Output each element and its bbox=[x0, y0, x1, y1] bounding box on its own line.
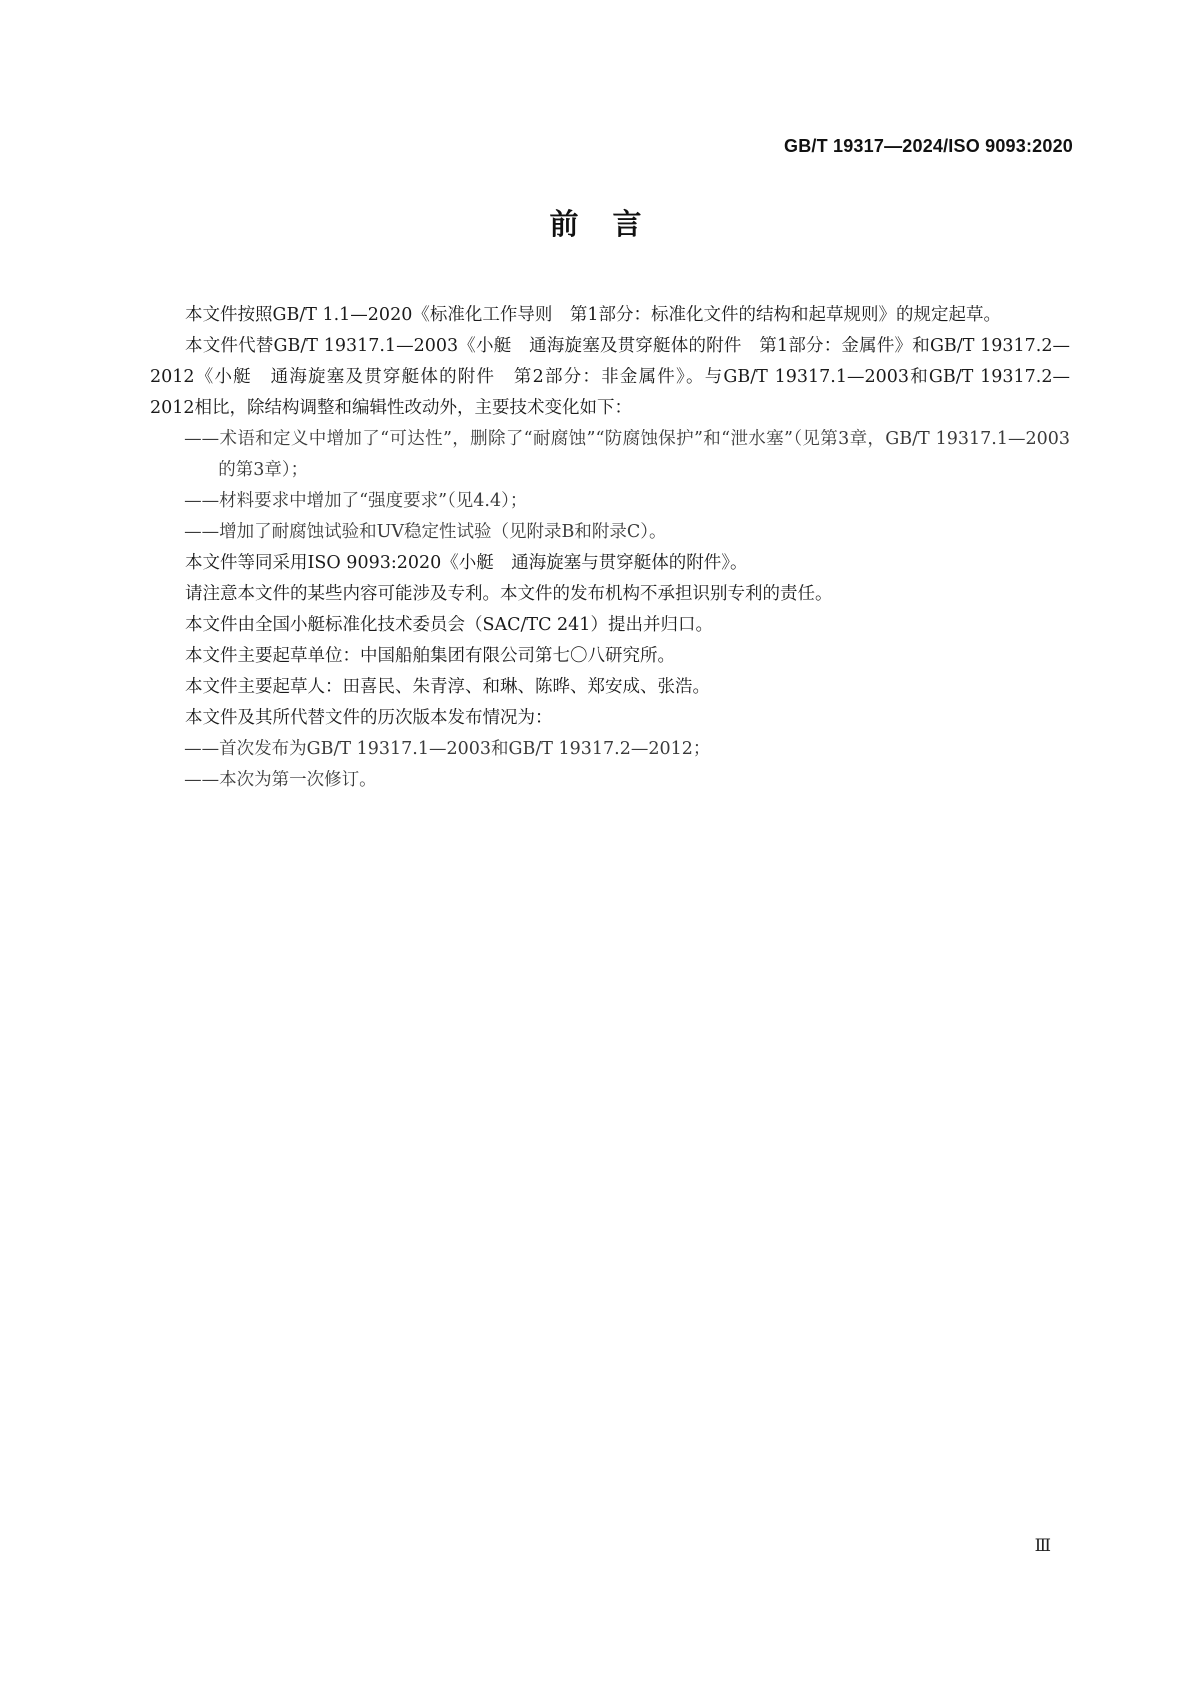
change-item: ——术语和定义中增加了“可达性”，删除了“耐腐蚀”“防腐蚀保护”和“泄水塞”（见第3章，GB/T 19317.1—2003的第3章）； bbox=[184, 429, 1070, 480]
paragraph-drafters: 本文件主要起草人：田喜民、朱青淳、和琳、陈晔、郑安成、张浩。 bbox=[185, 677, 710, 697]
foreword-body bbox=[150, 300, 1070, 796]
page-number: Ⅲ bbox=[1034, 1536, 1051, 1556]
paragraph-drafting-unit: 本文件主要起草单位：中国船舶集团有限公司第七〇八研究所。 bbox=[185, 646, 675, 666]
paragraph-history-intro: 本文件及其所代替文件的历次版本发布情况为： bbox=[185, 708, 553, 728]
paragraph-adoption: 本文件等同采用ISO 9093:2020《小艇 通海旋塞与贯穿艇体的附件》。 bbox=[185, 553, 748, 573]
paragraph-replacement: 本文件代替GB/T 19317.1—2003《小艇 通海旋塞及贯穿艇体的附件 第1部分：金属件》和GB/T 19317.2—2012《小艇 通海旋塞及贯穿艇体的附件 第2部分：非金属件》。与GB/T 19317.1—2003和GB/T 19317.2—2012相比，除结构调整和编辑性改动外，主要技术变化如下： bbox=[150, 336, 1070, 418]
paragraph-drafting-basis: 本文件按照GB/T 1.1—2020《标准化工作导则 第1部分：标准化文件的结构和起草规则》的规定起草。 bbox=[185, 305, 1001, 325]
paragraph-patent-notice: 请注意本文件的某些内容可能涉及专利。本文件的发布机构不承担识别专利的责任。 bbox=[185, 584, 833, 604]
history-item: ——本次为第一次修订。 bbox=[184, 770, 377, 790]
change-item: ——增加了耐腐蚀试验和UV稳定性试验（见附录B和附录C）。 bbox=[184, 522, 667, 542]
history-item: ——首次发布为GB/T 19317.1—2003和GB/T 19317.2—2012； bbox=[184, 739, 711, 759]
document-code: GB/T 19317—2024/ISO 9093:2020 bbox=[784, 136, 1073, 156]
page-title: 前言 bbox=[549, 207, 676, 241]
paragraph-proposer: 本文件由全国小艇标准化技术委员会（SAC/TC 241）提出并归口。 bbox=[185, 615, 713, 635]
change-item: ——材料要求中增加了“强度要求”（见4.4）； bbox=[184, 491, 528, 511]
